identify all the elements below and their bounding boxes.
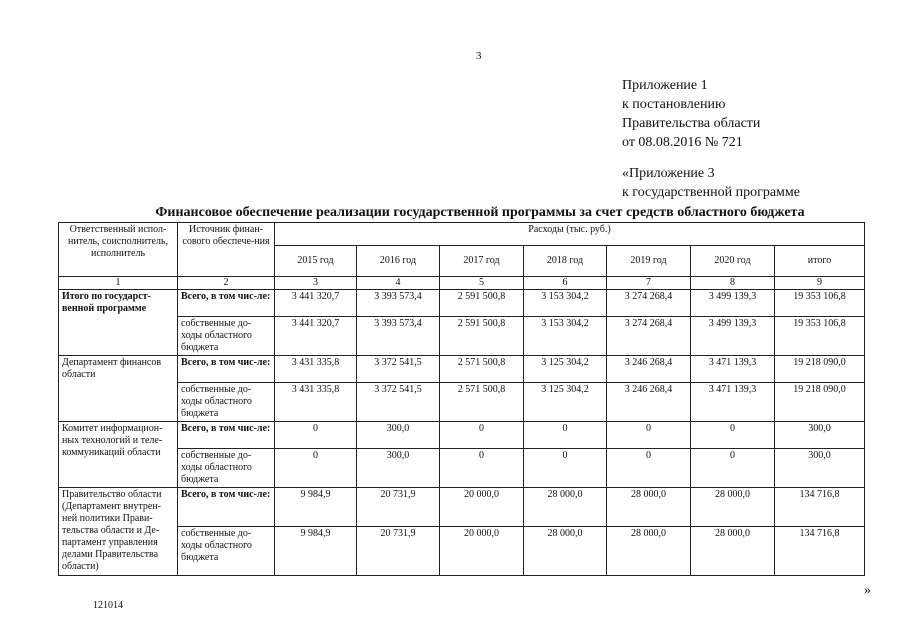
value-cell: 0 bbox=[440, 422, 524, 449]
value-cell: 300,0 bbox=[775, 422, 865, 449]
value-cell: 300,0 bbox=[357, 422, 440, 449]
value-cell: 20 731,9 bbox=[357, 488, 440, 527]
value-cell: 2 591 500,8 bbox=[440, 317, 524, 356]
table-row bbox=[59, 383, 865, 422]
executor-cell: Итого по государст-венной программе bbox=[59, 290, 178, 356]
header-year: 2020 год bbox=[691, 246, 775, 277]
value-cell: 28 000,0 bbox=[524, 527, 607, 576]
header-responsible: Ответственный испол-нитель, соисполнитель, исполнитель bbox=[59, 223, 178, 277]
value-cell: 300,0 bbox=[357, 449, 440, 488]
value-cell: 3 471 139,3 bbox=[691, 383, 775, 422]
value-cell: 28 000,0 bbox=[691, 527, 775, 576]
source-total-cell: Всего, в том чис-ле: bbox=[178, 290, 275, 317]
value-cell: 0 bbox=[275, 449, 357, 488]
column-number: 3 bbox=[275, 277, 357, 290]
appendix-block bbox=[622, 76, 800, 202]
value-cell: 3 441 320,7 bbox=[275, 290, 357, 317]
appendix-line: Правительства области bbox=[622, 116, 761, 131]
executor-cell: Правительство области (Департамент внутрен-ней политики Прави-тельства области и Де-партамент управления делами Правительства области) bbox=[59, 488, 178, 576]
value-cell: 0 bbox=[275, 422, 357, 449]
value-cell: 300,0 bbox=[775, 449, 865, 488]
value-cell: 3 246 268,4 bbox=[607, 356, 691, 383]
table-row bbox=[59, 317, 865, 356]
header-total: итого bbox=[775, 246, 865, 277]
value-cell: 0 bbox=[607, 449, 691, 488]
value-cell: 19 218 090,0 bbox=[775, 356, 865, 383]
table-row bbox=[59, 356, 865, 383]
value-cell: 3 125 304,2 bbox=[524, 356, 607, 383]
value-cell: 3 153 304,2 bbox=[524, 290, 607, 317]
value-cell: 3 393 573,4 bbox=[357, 317, 440, 356]
value-cell: 2 571 500,8 bbox=[440, 383, 524, 422]
table-row bbox=[59, 488, 865, 527]
value-cell: 19 353 106,8 bbox=[775, 290, 865, 317]
source-total-cell: Всего, в том чис-ле: bbox=[178, 488, 275, 527]
column-number: 1 bbox=[59, 277, 178, 290]
value-cell: 3 441 320,7 bbox=[275, 317, 357, 356]
column-number: 9 bbox=[775, 277, 865, 290]
column-number: 2 bbox=[178, 277, 275, 290]
value-cell: 0 bbox=[607, 422, 691, 449]
value-cell: 3 153 304,2 bbox=[524, 317, 607, 356]
value-cell: 3 393 573,4 bbox=[357, 290, 440, 317]
header-expenses: Расходы (тыс. руб.) bbox=[275, 223, 865, 246]
value-cell: 19 353 106,8 bbox=[775, 317, 865, 356]
value-cell: 3 431 335,8 bbox=[275, 356, 357, 383]
value-cell: 28 000,0 bbox=[524, 488, 607, 527]
header-year: 2018 год bbox=[524, 246, 607, 277]
header-year: 2019 год bbox=[607, 246, 691, 277]
table-row bbox=[59, 290, 865, 317]
value-cell: 3 372 541,5 bbox=[357, 383, 440, 422]
column-number: 6 bbox=[524, 277, 607, 290]
value-cell: 20 000,0 bbox=[440, 527, 524, 576]
appendix-line: от 08.08.2016 № 721 bbox=[622, 135, 743, 150]
value-cell: 2 571 500,8 bbox=[440, 356, 524, 383]
appendix-line: «Приложение 3 bbox=[622, 166, 715, 181]
footer-code: 121014 bbox=[93, 600, 123, 611]
column-number: 5 bbox=[440, 277, 524, 290]
closing-quote-mark: » bbox=[864, 583, 871, 598]
value-cell: 3 246 268,4 bbox=[607, 383, 691, 422]
document-title: Финансовое обеспечение реализации государственной программы за счет средств областного бюджета bbox=[155, 205, 805, 220]
value-cell: 28 000,0 bbox=[691, 488, 775, 527]
column-number-row bbox=[59, 277, 865, 290]
value-cell: 3 372 541,5 bbox=[357, 356, 440, 383]
value-cell: 0 bbox=[440, 449, 524, 488]
value-cell: 3 431 335,8 bbox=[275, 383, 357, 422]
source-total-cell: Всего, в том чис-ле: bbox=[178, 356, 275, 383]
header-year: 2016 год bbox=[357, 246, 440, 277]
column-number: 4 bbox=[357, 277, 440, 290]
budget-table bbox=[58, 222, 865, 576]
header-year: 2017 год bbox=[440, 246, 524, 277]
appendix-line: к постановлению bbox=[622, 97, 726, 112]
value-cell: 0 bbox=[691, 422, 775, 449]
executor-cell: Департамент финансов области bbox=[59, 356, 178, 422]
source-total-cell: Всего, в том чис-ле: bbox=[178, 422, 275, 449]
value-cell: 9 984,9 bbox=[275, 488, 357, 527]
value-cell: 3 274 268,4 bbox=[607, 317, 691, 356]
value-cell: 28 000,0 bbox=[607, 488, 691, 527]
value-cell: 9 984,9 bbox=[275, 527, 357, 576]
source-own-cell: собственные до-ходы областного бюджета bbox=[178, 449, 275, 488]
value-cell: 3 499 139,3 bbox=[691, 290, 775, 317]
value-cell: 2 591 500,8 bbox=[440, 290, 524, 317]
executor-cell: Комитет информацион-ных технологий и теле-коммуникаций области bbox=[59, 422, 178, 488]
value-cell: 0 bbox=[524, 422, 607, 449]
value-cell: 3 125 304,2 bbox=[524, 383, 607, 422]
value-cell: 19 218 090,0 bbox=[775, 383, 865, 422]
value-cell: 3 471 139,3 bbox=[691, 356, 775, 383]
value-cell: 0 bbox=[691, 449, 775, 488]
column-number: 8 bbox=[691, 277, 775, 290]
value-cell: 3 274 268,4 bbox=[607, 290, 691, 317]
value-cell: 134 716,8 bbox=[775, 488, 865, 527]
table-row bbox=[59, 422, 865, 449]
page-number: 3 bbox=[476, 50, 482, 62]
value-cell: 20 000,0 bbox=[440, 488, 524, 527]
appendix-line: Приложение 1 bbox=[622, 78, 708, 93]
header-year: 2015 год bbox=[275, 246, 357, 277]
value-cell: 3 499 139,3 bbox=[691, 317, 775, 356]
value-cell: 134 716,8 bbox=[775, 527, 865, 576]
value-cell: 20 731,9 bbox=[357, 527, 440, 576]
column-number: 7 bbox=[607, 277, 691, 290]
appendix-line: к государственной программе bbox=[622, 185, 800, 200]
value-cell: 28 000,0 bbox=[607, 527, 691, 576]
value-cell: 0 bbox=[524, 449, 607, 488]
source-own-cell: собственные до-ходы областного бюджета bbox=[178, 527, 275, 576]
table-row bbox=[59, 527, 865, 576]
source-own-cell: собственные до-ходы областного бюджета bbox=[178, 317, 275, 356]
header-source: Источник финан-сового обеспече-ния bbox=[178, 223, 275, 277]
source-own-cell: собственные до-ходы областного бюджета bbox=[178, 383, 275, 422]
table-row bbox=[59, 449, 865, 488]
